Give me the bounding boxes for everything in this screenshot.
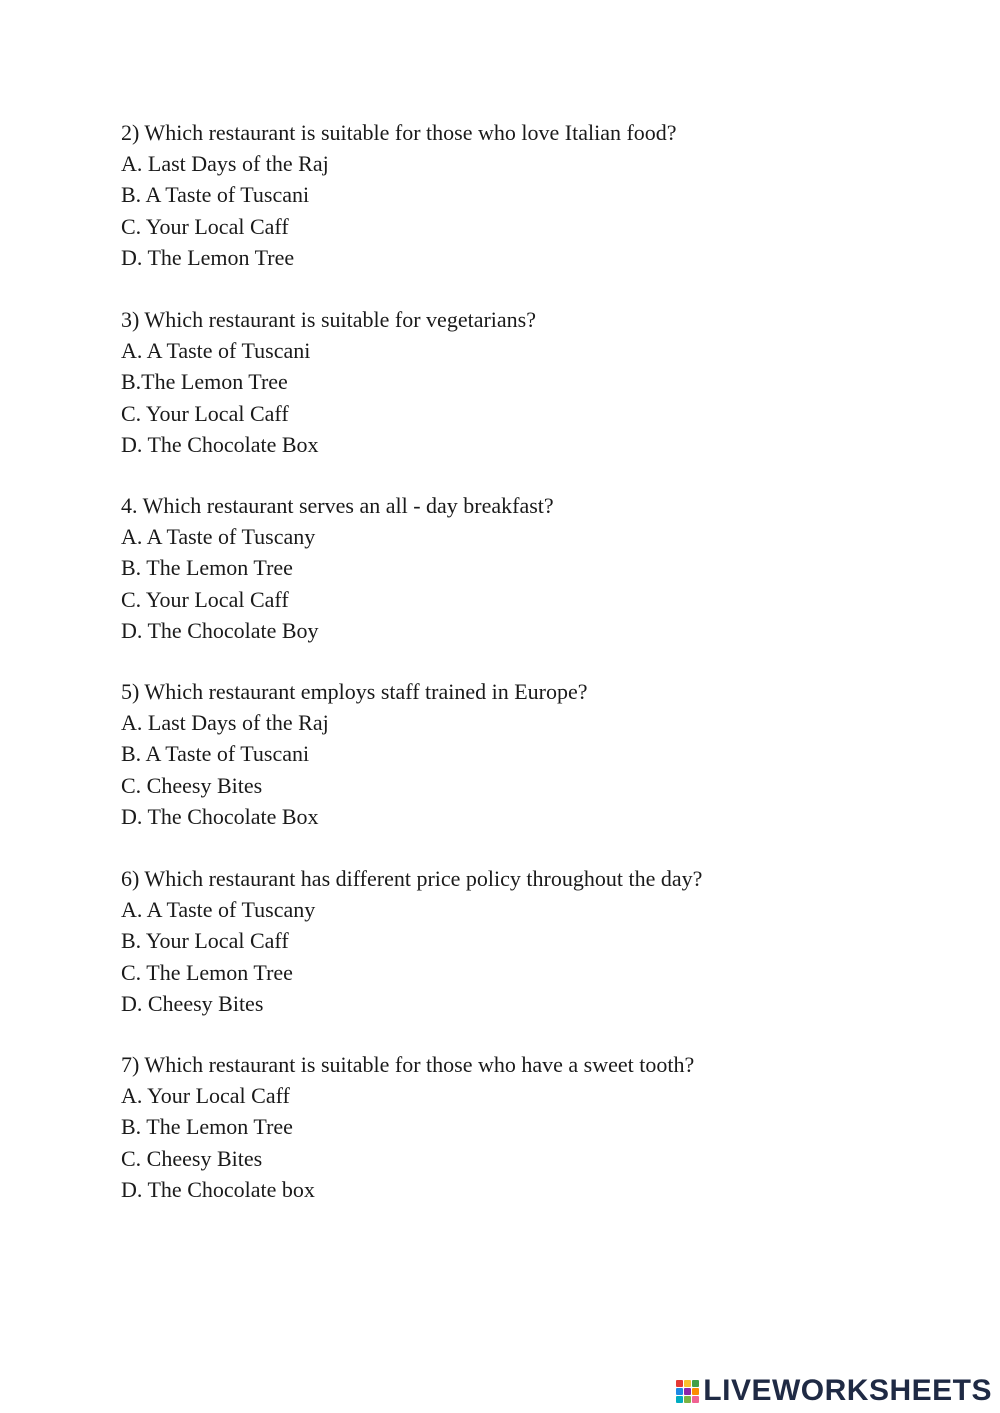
question-text: 7) Which restaurant is suitable for those who have a sweet tooth?: [121, 1052, 695, 1077]
question-text: 2) Which restaurant is suitable for those who love Italian food?: [121, 120, 677, 145]
answer-option[interactable]: B. A Taste of Tuscani: [121, 182, 310, 208]
question-block: [121, 863, 961, 1019]
answer-option[interactable]: D. The Chocolate Boy: [121, 617, 319, 643]
question-block: [121, 304, 961, 460]
brand-name: LIVEWORKSHEETS: [703, 1374, 992, 1407]
liveworksheets-logo-icon: [676, 1380, 699, 1403]
answer-option[interactable]: C. Your Local Caff: [121, 213, 289, 239]
liveworksheets-branding: [676, 1371, 992, 1411]
answer-option[interactable]: A. Last Days of the Raj: [121, 151, 329, 177]
answer-option[interactable]: C. Cheesy Bites: [121, 772, 263, 798]
answer-option[interactable]: A. A Taste of Tuscany: [121, 524, 316, 550]
answer-option[interactable]: A. Your Local Caff: [121, 1083, 290, 1109]
answer-option[interactable]: D. The Lemon Tree: [121, 244, 295, 270]
answer-option[interactable]: B. The Lemon Tree: [121, 555, 293, 581]
answer-option[interactable]: B. Your Local Caff: [121, 928, 289, 954]
answer-option[interactable]: B. The Lemon Tree: [121, 1114, 293, 1140]
answer-option[interactable]: D. The Chocolate Box: [121, 431, 319, 457]
answer-option[interactable]: D. Cheesy Bites: [121, 990, 264, 1016]
answer-option[interactable]: D. The Chocolate Box: [121, 803, 319, 829]
question-block: [121, 676, 961, 832]
question-block: [121, 490, 961, 646]
answer-option[interactable]: B.The Lemon Tree: [121, 369, 288, 395]
question-text: 4. Which restaurant serves an all - day breakfast?: [121, 493, 554, 518]
answer-option[interactable]: B. A Taste of Tuscani: [121, 741, 310, 767]
question-block: [121, 117, 961, 273]
answer-option[interactable]: C. The Lemon Tree: [121, 959, 293, 985]
answer-option[interactable]: A. A Taste of Tuscany: [121, 897, 316, 923]
question-text: 5) Which restaurant employs staff trained in Europe?: [121, 679, 588, 704]
question-block: [121, 1049, 961, 1205]
question-text: 3) Which restaurant is suitable for vegetarians?: [121, 307, 536, 332]
answer-option[interactable]: C. Cheesy Bites: [121, 1145, 263, 1171]
answer-option[interactable]: C. Your Local Caff: [121, 586, 289, 612]
answer-option[interactable]: C. Your Local Caff: [121, 400, 289, 426]
answer-option[interactable]: A. Last Days of the Raj: [121, 710, 329, 736]
question-text: 6) Which restaurant has different price policy throughout the day?: [121, 866, 703, 891]
answer-option[interactable]: D. The Chocolate box: [121, 1176, 315, 1202]
answer-option[interactable]: A. A Taste of Tuscani: [121, 338, 311, 364]
